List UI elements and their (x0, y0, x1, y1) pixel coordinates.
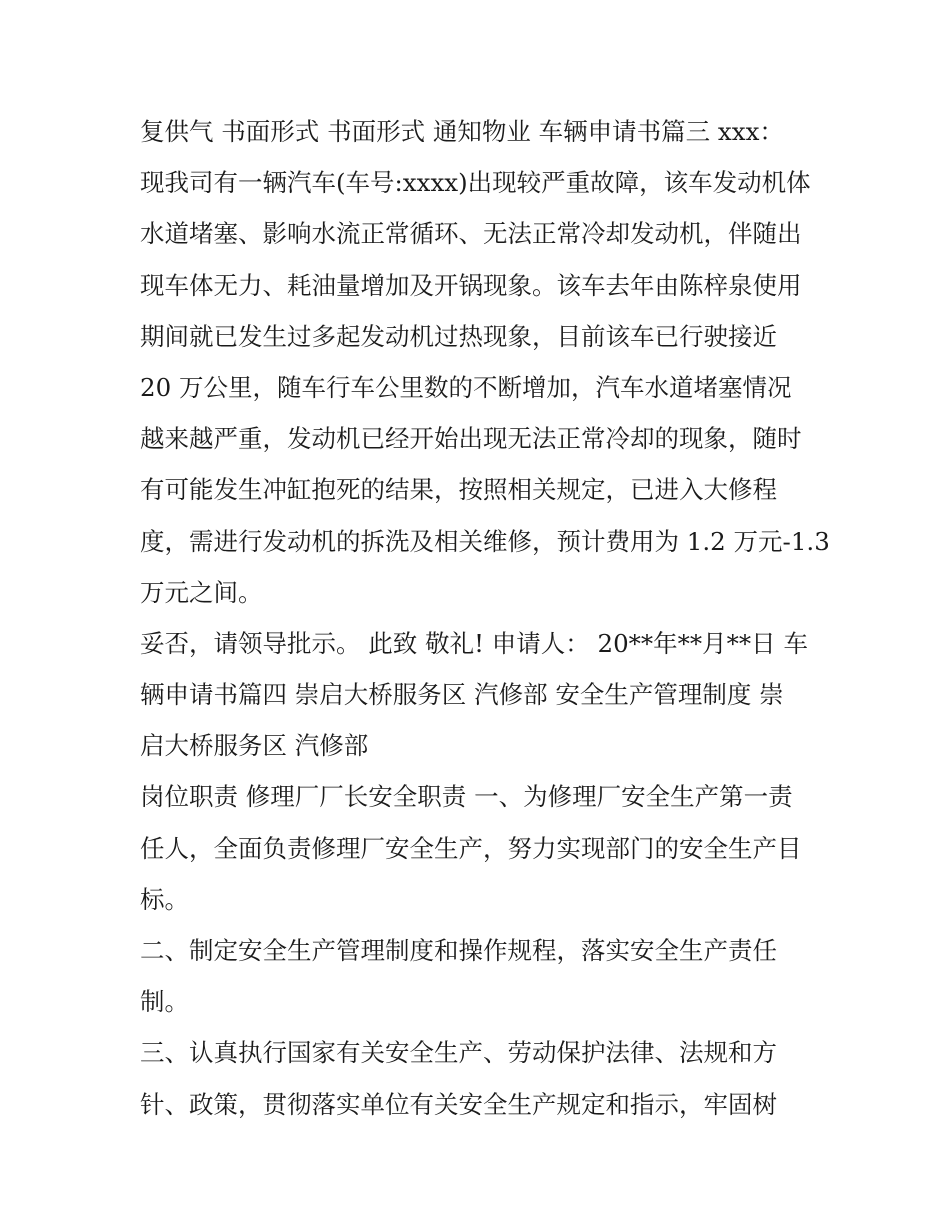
text-line: 水道堵塞、影响水流正常循环、无法正常冷却发动机，伴随出 (140, 219, 802, 249)
text-line: 万元之间。 (140, 577, 263, 607)
text-line: 启大桥服务区 汽修部 (140, 731, 369, 761)
text-line: 辆申请书篇四 崇启大桥服务区 汽修部 安全生产管理制度 崇 (140, 680, 784, 710)
text-line: 针、政策，贯彻落实单位有关安全生产规定和指示，牢固树 (140, 1089, 777, 1119)
text-line: 20 万公里，随车行车公里数的不断增加，汽车水道堵塞情况 (140, 372, 792, 402)
text-line: 岗位职责 修理厂厂长安全职责 一、为修理厂安全生产第一责 (140, 782, 793, 812)
text-line: 制。 (140, 987, 189, 1017)
text-line: 有可能发生冲缸抱死的结果，按照相关规定，已进入大修程 (140, 475, 777, 505)
text-line: 度，需进行发动机的拆洗及相关维修，预计费用为 1.2 万元-1.3 (140, 526, 830, 556)
text-line: 二、制定安全生产管理制度和操作规程，落实安全生产责任 (140, 936, 777, 965)
text-line: 三、认真执行国家有关安全生产、劳动保护法律、法规和方 (140, 1038, 777, 1068)
text-line: 妥否，请领导批示。 此致 敬礼! 申请人： 20**年**月**日 车 (140, 628, 808, 658)
text-line: 复供气 书面形式 书面形式 通知物业 车辆申请书篇三 xxx： (140, 117, 784, 146)
text-line: 期间就已发生过多起发动机过热现象，目前该车已行驶接近 (140, 321, 777, 351)
text-line: 任人，全面负责修理厂安全生产，努力实现部门的安全生产目 (140, 833, 802, 863)
document-body (140, 106, 830, 1130)
text-line: 标。 (140, 884, 189, 914)
text-line: 越来越严重，发动机已经开始出现无法正常冷却的现象，随时 (140, 424, 802, 454)
text-line: 现车体无力、耗油量增加及开锅现象。该车去年由陈梓泉使用 (140, 270, 802, 300)
text-line: 现我司有一辆汽车(车号:xxxx)出现较严重故障，该车发动机体 (140, 168, 811, 198)
